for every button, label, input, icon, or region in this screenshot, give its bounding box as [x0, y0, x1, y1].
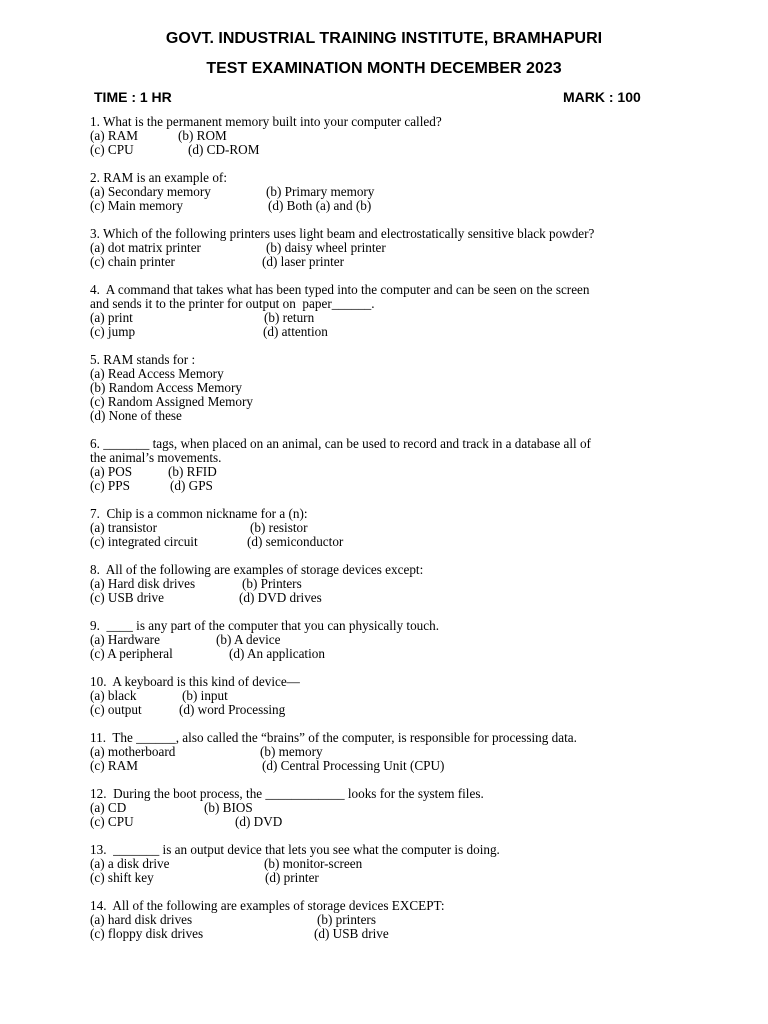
answer-row	[90, 143, 690, 157]
answer-option: (c) USB drive	[90, 590, 164, 605]
question-list	[90, 115, 690, 955]
question-14	[90, 899, 690, 941]
question-text: 1. What is the permanent memory built into your computer called?	[90, 114, 442, 129]
question-text: 11. The ______, also called the “brains” of the computer, is responsible for processing data.	[90, 730, 577, 745]
answer-option: (a) hard disk drives	[90, 912, 193, 927]
answer-option: (a) Hard disk drives	[90, 576, 196, 591]
answer-option: (c) A peripheral	[90, 646, 173, 661]
answer-row	[90, 325, 690, 339]
answer-row	[90, 633, 690, 647]
answer-row	[90, 801, 690, 815]
answer-row	[90, 255, 690, 269]
answer-row	[90, 927, 690, 941]
answer-row	[90, 591, 690, 605]
answer-row	[90, 857, 690, 871]
question-1	[90, 115, 690, 157]
answer-option: (d) DVD drives	[239, 590, 322, 605]
answer-option: (d) CD-ROM	[188, 142, 260, 157]
exam-title: TEST EXAMINATION MONTH DECEMBER 2023	[206, 60, 562, 77]
question-text: 3. Which of the following printers uses light beam and electrostatically sensitive black powder?	[90, 226, 595, 241]
answer-option: (d) DVD	[235, 814, 283, 829]
answer-row	[90, 185, 690, 199]
answer-option: (a) Hardware	[90, 632, 160, 647]
answer-option: (b) Random Access Memory	[90, 380, 242, 395]
answer-option: (b) printers	[317, 912, 376, 927]
answer-option: (d) semiconductor	[247, 534, 344, 549]
answer-row	[90, 703, 690, 717]
question-text: 2. RAM is an example of:	[90, 170, 227, 185]
answer-option: (c) CPU	[90, 142, 134, 157]
answer-row	[90, 759, 690, 773]
answer-row	[90, 199, 690, 213]
answer-option: (b) RFID	[168, 464, 217, 479]
answer-row	[90, 815, 690, 829]
answer-option: (c) PPS	[90, 478, 130, 493]
answer-option: (a) RAM	[90, 128, 138, 143]
answer-option: (c) Random Assigned Memory	[90, 394, 253, 409]
question-3	[90, 227, 690, 269]
answer-row	[90, 129, 690, 143]
answer-row	[90, 465, 690, 479]
question-11	[90, 731, 690, 773]
question-text: 10. A keyboard is this kind of device—	[90, 674, 300, 689]
question-13	[90, 843, 690, 885]
answer-option: (d) laser printer	[262, 254, 345, 269]
question-text: 6. _______ tags, when placed on an animal, can be used to record and track in a database all of	[90, 436, 591, 451]
question-10	[90, 675, 690, 717]
answer-option: (d) None of these	[90, 408, 182, 423]
answer-option: (a) dot matrix printer	[90, 240, 201, 255]
answer-option: (c) shift key	[90, 870, 154, 885]
answer-option: (a) motherboard	[90, 744, 176, 759]
question-8	[90, 563, 690, 605]
answer-row	[90, 871, 690, 885]
answer-option: (b) input	[182, 688, 228, 703]
answer-option: (b) return	[264, 310, 315, 325]
answer-option: (c) Main memory	[90, 198, 184, 213]
answer-option: (b) monitor-screen	[264, 856, 363, 871]
answer-option: (d) printer	[265, 870, 319, 885]
question-text: 9. ____ is any part of the computer that you can physically touch.	[90, 618, 440, 633]
answer-option: (d) Both (a) and (b)	[268, 198, 372, 213]
answer-row	[90, 913, 690, 927]
answer-row	[90, 577, 690, 591]
answer-row	[90, 745, 690, 759]
answer-row	[90, 241, 690, 255]
answer-option: (c) integrated circuit	[90, 534, 198, 549]
answer-row	[90, 535, 690, 549]
answer-row	[90, 689, 690, 703]
time-label: TIME : 1 HR	[94, 89, 172, 105]
answer-option: (b) Primary memory	[266, 184, 375, 199]
question-text: 4. A command that takes what has been typed into the computer and can be seen on the screen	[90, 282, 590, 297]
answer-option: (c) chain printer	[90, 254, 175, 269]
question-2	[90, 171, 690, 213]
question-text: the animal’s movements.	[90, 450, 222, 465]
mark-label: MARK : 100	[563, 89, 641, 105]
question-text: and sends it to the printer for output on paper______.	[90, 296, 375, 311]
question-12	[90, 787, 690, 829]
answer-option: (d) GPS	[170, 478, 213, 493]
question-5	[90, 353, 690, 423]
answer-option: (b) Printers	[242, 576, 302, 591]
answer-option: (a) print	[90, 310, 133, 325]
question-text: 14. All of the following are examples of storage devices EXCEPT:	[90, 898, 445, 913]
answer-option: (b) BIOS	[204, 800, 253, 815]
answer-option: (a) CD	[90, 800, 127, 815]
institute-title: GOVT. INDUSTRIAL TRAINING INSTITUTE, BRAMHAPURI	[165, 30, 603, 47]
answer-option: (a) transistor	[90, 520, 158, 535]
question-text: 5. RAM stands for :	[90, 352, 196, 367]
answer-option: (a) black	[90, 688, 137, 703]
answer-option: (a) a disk drive	[90, 856, 170, 871]
question-text: 13. _______ is an output device that lets you see what the computer is doing.	[90, 842, 500, 857]
answer-option: (d) attention	[263, 324, 328, 339]
answer-row	[90, 647, 690, 661]
answer-option: (d) An application	[229, 646, 325, 661]
question-6	[90, 437, 690, 493]
question-text: 12. During the boot process, the ____________ looks for the system files.	[90, 786, 484, 801]
answer-option: (d) USB drive	[314, 926, 389, 941]
answer-option: (d) Central Processing Unit (CPU)	[262, 758, 445, 773]
answer-option: (b) A device	[216, 632, 281, 647]
answer-option: (b) daisy wheel printer	[266, 240, 386, 255]
answer-option: (b) resistor	[250, 520, 308, 535]
question-4	[90, 283, 690, 339]
answer-row	[90, 521, 690, 535]
answer-option: (b) memory	[260, 744, 323, 759]
answer-option: (a) Read Access Memory	[90, 366, 224, 381]
answer-option: (a) POS	[90, 464, 133, 479]
answer-option: (c) floppy disk drives	[90, 926, 204, 941]
answer-option: (b) ROM	[178, 128, 227, 143]
question-9	[90, 619, 690, 661]
answer-row	[90, 479, 690, 493]
answer-option: (c) RAM	[90, 758, 138, 773]
answer-option: (c) jump	[90, 324, 136, 339]
answer-option: (d) word Processing	[179, 702, 286, 717]
question-7	[90, 507, 690, 549]
question-text: 7. Chip is a common nickname for a (n):	[90, 506, 308, 521]
answer-option: (c) output	[90, 702, 142, 717]
answer-option: (c) CPU	[90, 814, 134, 829]
answer-row	[90, 311, 690, 325]
answer-option: (a) Secondary memory	[90, 184, 211, 199]
question-text: 8. All of the following are examples of storage devices except:	[90, 562, 424, 577]
